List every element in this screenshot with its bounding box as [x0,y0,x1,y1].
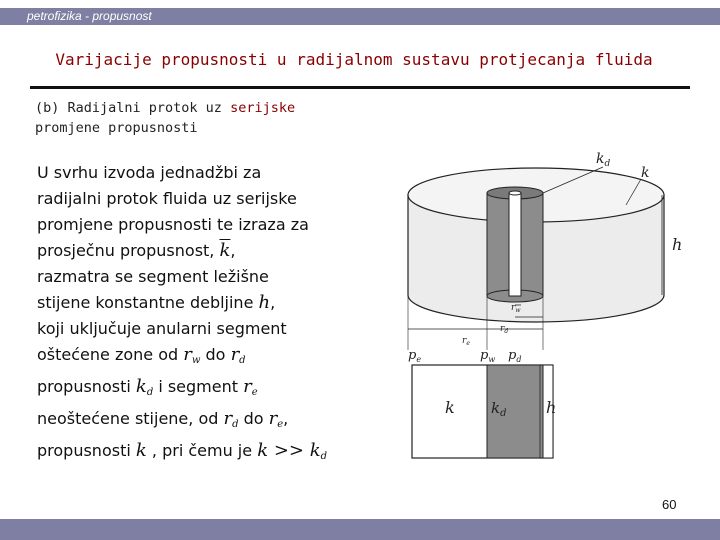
kd-symbol: $k_d$ [135,376,154,398]
body-text [37,160,417,470]
title-divider [30,86,690,89]
to-word-1: do [205,345,226,364]
subtitle-line2: promjene propusnosti [35,120,198,136]
kd-label-top: $k_d$ [596,151,611,169]
body-line-5: razmatra se segment ležišne [37,267,269,286]
body-line-9: propusnosti [37,377,131,396]
comma-1: , [230,241,236,260]
body-line-11: propusnosti [37,441,131,460]
rd-label: $r_d$ [500,324,509,335]
k-label-top: k [641,165,650,181]
re-label: $r_e$ [462,336,470,347]
body-line-10: neoštećene stijene, od [37,409,219,428]
rd-symbol-2: $r_d$ [223,408,239,430]
body-line-2: radijalni protok fluida uz serijske [37,189,297,208]
body-line-11b: , pri čemu je [151,441,253,460]
comma-2: , [270,293,276,312]
k-symbol: k [135,440,147,461]
radial-flow-diagram [398,145,688,465]
body-line-9b: i segment [158,377,239,396]
h-label-top: h [672,235,683,254]
k-label-section: k [445,398,455,417]
page-number: 60 [662,497,677,512]
body-line-7: koji uključuje anularni segment [37,319,287,338]
subtitle-highlight: serijske [230,100,296,116]
slide-title: Varijacije propusnosti u radijalnom sustavu protjecanja fluida [55,50,653,69]
slide-subtitle [35,98,295,138]
pw-label: $p_w$ [480,348,496,364]
kd-label-section: $k_d$ [491,399,507,419]
header-bar [0,8,720,25]
re-symbol-2: $r_e$ [268,408,284,430]
rw-label: $r_w$ [511,303,521,314]
footer-bar [0,519,720,540]
course-label: petrofizika - propusnost [27,9,152,23]
pe-label: $p_e$ [408,348,422,364]
body-line-8: oštećene zone od [37,345,179,364]
thickness-symbol: h [258,292,271,313]
body-line-3: promjene propusnosti te izraza za [37,215,309,234]
rd-symbol: $r_d$ [230,344,246,366]
comma-3: , [283,409,289,428]
body-line-4: prosječnu propusnost, [37,241,215,260]
average-permeability-symbol: $\overline{k}$ [219,240,231,261]
rw-symbol: $r_w$ [183,344,201,366]
pd-label: $p_d$ [508,348,522,364]
wellbore-top [509,191,521,195]
k-gg-kd-expression: $k >> k_d$ [257,440,328,462]
wellbore-body [509,193,521,296]
body-line-1: U svrhu izvoda jednadžbi za [37,163,262,182]
to-word-2: do [243,409,264,428]
re-symbol: $r_e$ [243,376,258,398]
body-line-6: stijene konstantne debljine [37,293,254,312]
h-label-section: h [546,398,557,417]
subtitle-prefix: (b) Radijalni protok uz [35,100,222,116]
